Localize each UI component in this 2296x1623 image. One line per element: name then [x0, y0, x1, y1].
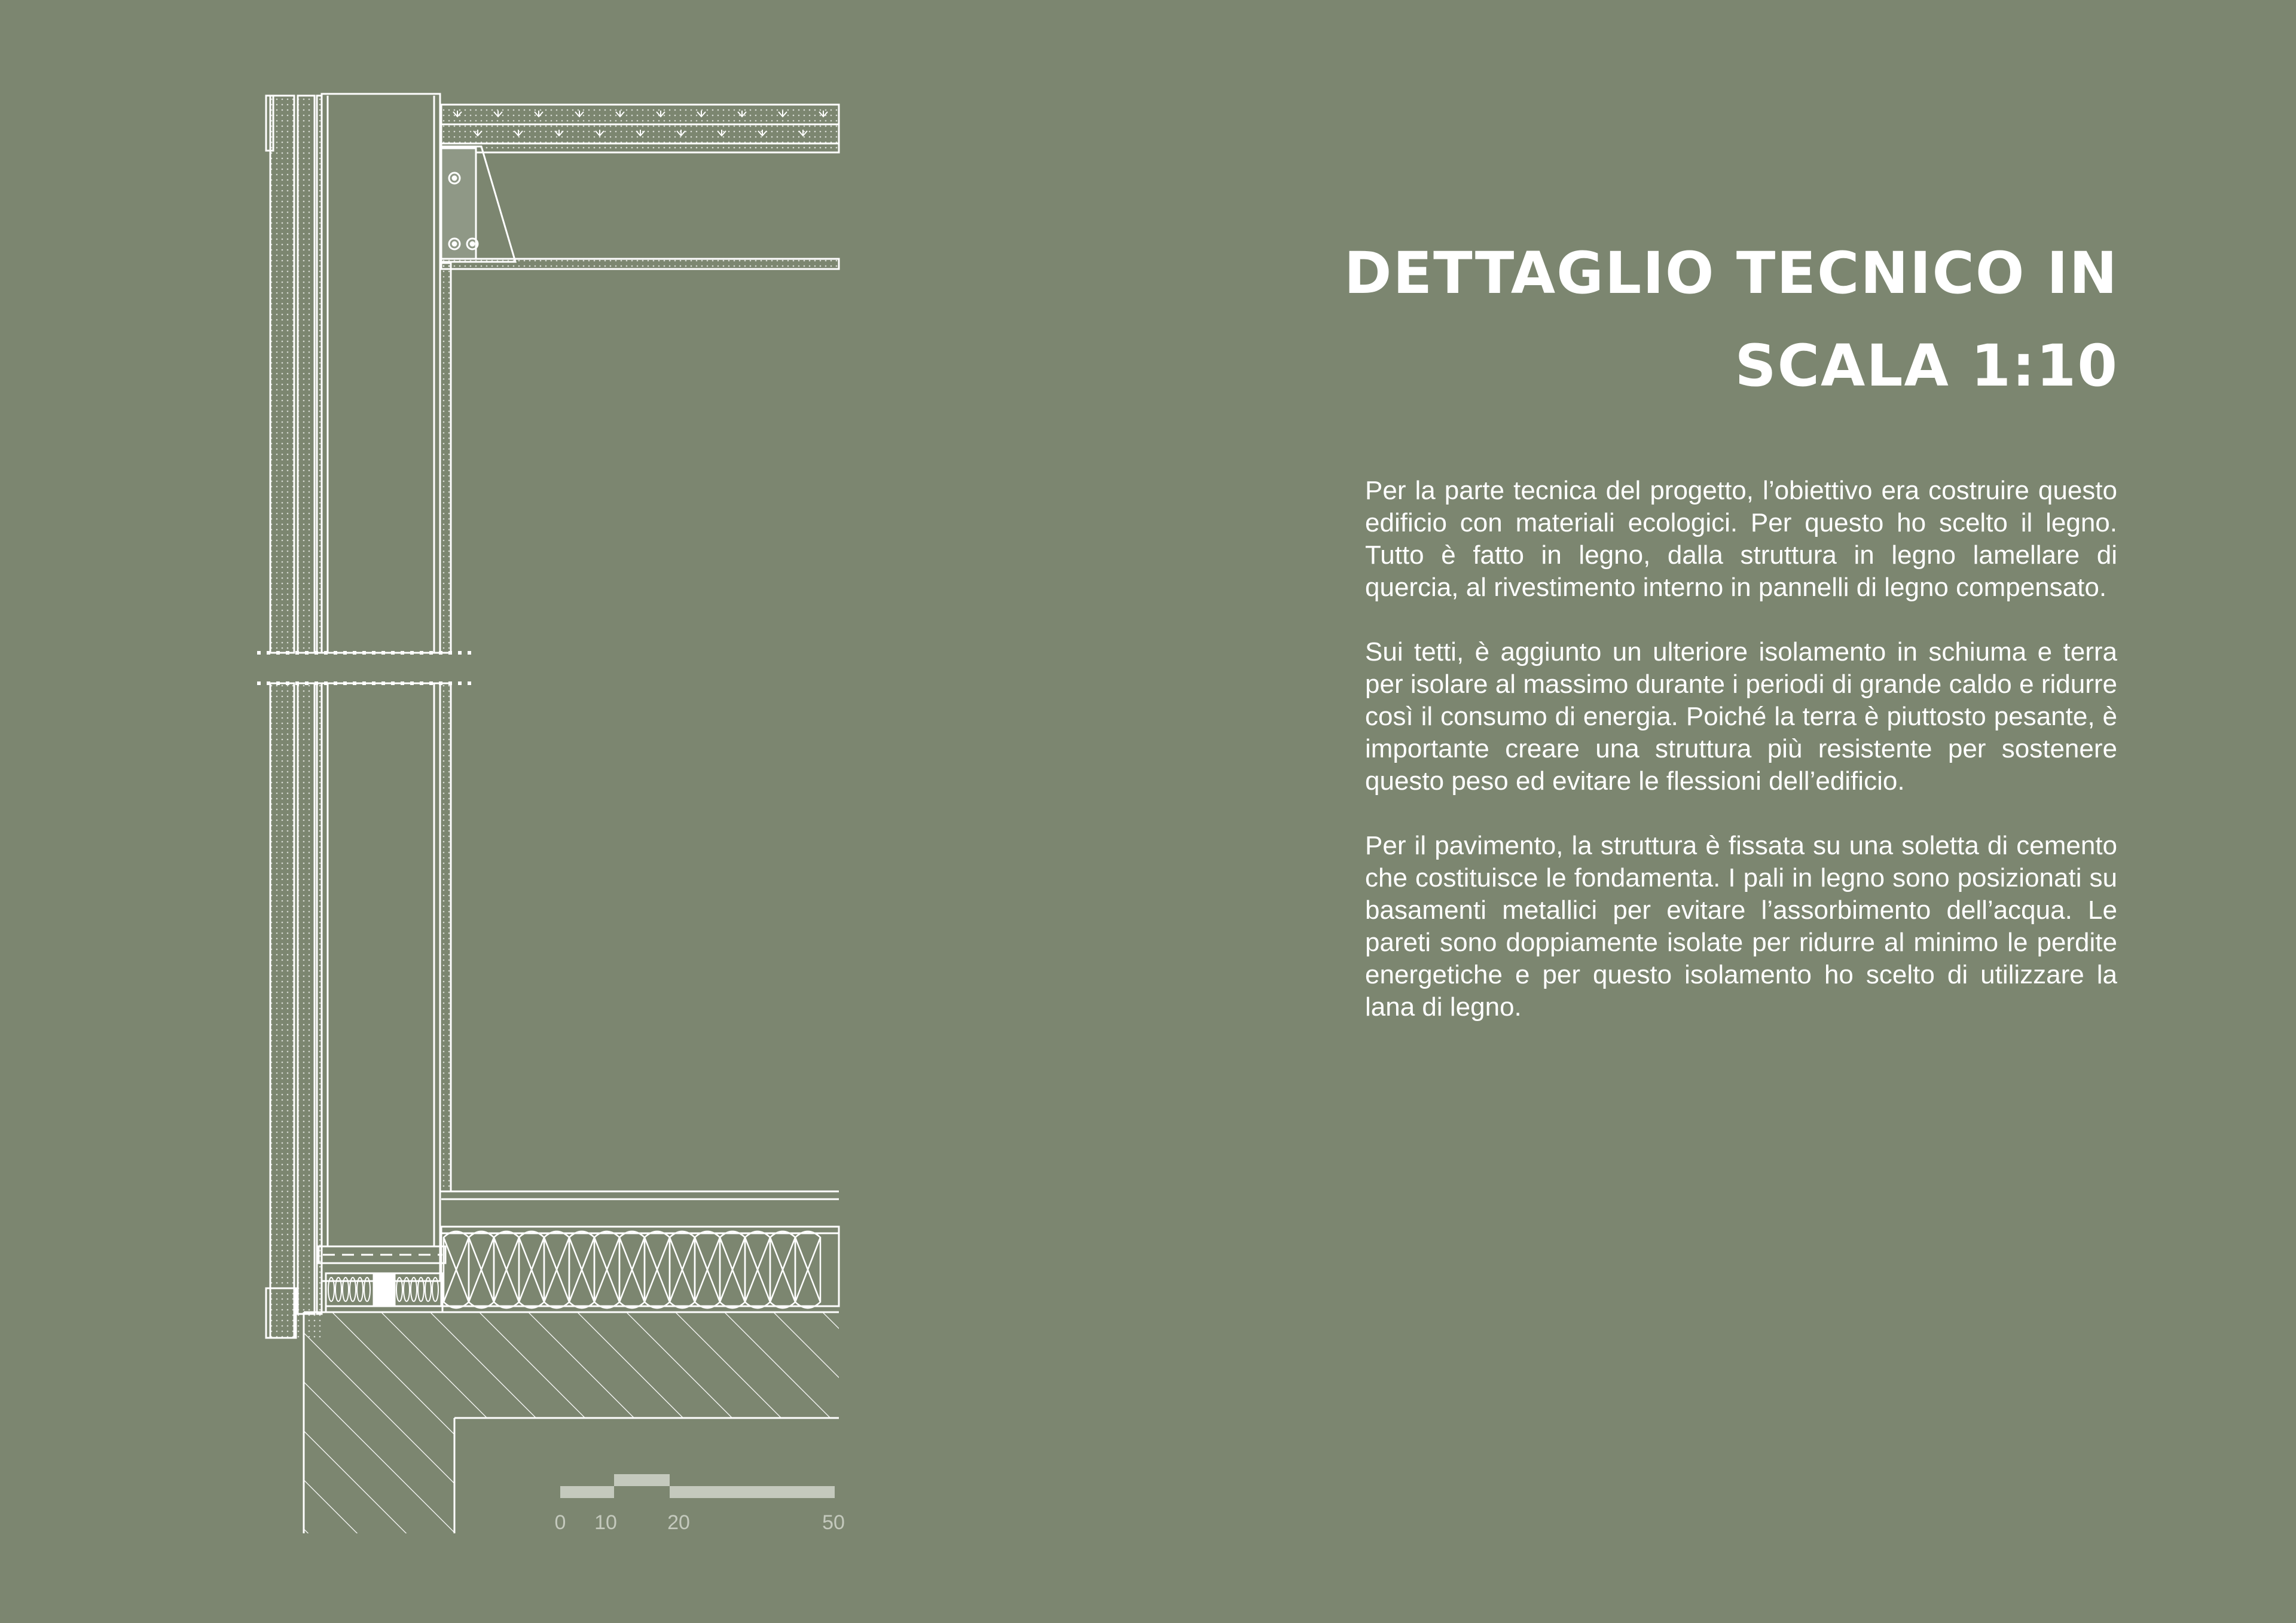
- inner-lining-upper: [440, 263, 451, 653]
- scale-label-0: 0: [554, 1511, 566, 1534]
- exterior-cladding-upper: [266, 96, 322, 653]
- technical-section-drawing: [0, 0, 957, 1623]
- insulation-loop: [494, 1231, 519, 1308]
- roof-assembly: [440, 105, 839, 269]
- wall-frame-upper: [322, 94, 440, 653]
- floor-insulation: [444, 1231, 820, 1308]
- insulation-loop: [745, 1231, 770, 1308]
- description: [1365, 475, 2117, 1056]
- paragraph-structure: Per la parte tecnica del progetto, l’obiettivo era costruire questo edificio con materiali ecologici. Per questo ho scelto il legno. Tutto è fatto in legno, dalla struttura in legno lamellare di quercia, al rivestimento interno in pannelli di legno compensato.: [1365, 476, 2117, 602]
- exterior-cladding-lower: [266, 683, 322, 1338]
- insulation-loop: [795, 1231, 820, 1308]
- insulation-loop: [670, 1231, 695, 1308]
- insulation-loop: [544, 1231, 569, 1308]
- page-title: [1281, 227, 2118, 412]
- steel-bracket: [441, 146, 515, 262]
- paragraph-roof: Sui tetti, è aggiunto un ulteriore isolamento in schiuma e terra per isolare al massimo durante i periodi di grande caldo e ridurre così il consumo di energia. Poiché la terra è piuttosto pesante, è importante creare una struttura più resistente per sostenere questo peso ed evitare le flessioni dell’edificio.: [1365, 637, 2117, 796]
- title-line-1: DETTAGLIO TECNICO IN: [1344, 240, 2118, 307]
- concrete-foundation: [304, 1312, 839, 1533]
- scale-label-20: 20: [667, 1511, 690, 1534]
- insulation-loop: [444, 1231, 469, 1308]
- insulation-loop: [619, 1231, 645, 1308]
- insulation-loop: [594, 1231, 619, 1308]
- insulation-loop: [770, 1231, 795, 1308]
- scale-label-50: 50: [822, 1511, 845, 1534]
- insulation-loop: [469, 1231, 494, 1308]
- insulation-loop: [519, 1231, 544, 1308]
- insulation-loop: [720, 1231, 745, 1308]
- scale-label-10: 10: [594, 1511, 617, 1534]
- insulation-loop: [569, 1231, 594, 1308]
- wall-frame-lower: [322, 683, 451, 1281]
- paragraph-floor: Per il pavimento, la struttura è fissata su una soletta di cemento che costituisce le fondamenta. I pali in legno sono posizionati su basamenti metallici per evitare l’assorbimento dell’acqua. Le pareti sono doppiamente isolate per ridurre al minimo le perdite energetiche e per questo isolamento ho scelto di utilizzare la lana di legno.: [1365, 831, 2117, 1022]
- insulation-loop: [695, 1231, 720, 1308]
- insulation-loop: [645, 1231, 670, 1308]
- scale-bar: [555, 1474, 845, 1534]
- title-line-2: SCALA 1:10: [1735, 332, 2118, 400]
